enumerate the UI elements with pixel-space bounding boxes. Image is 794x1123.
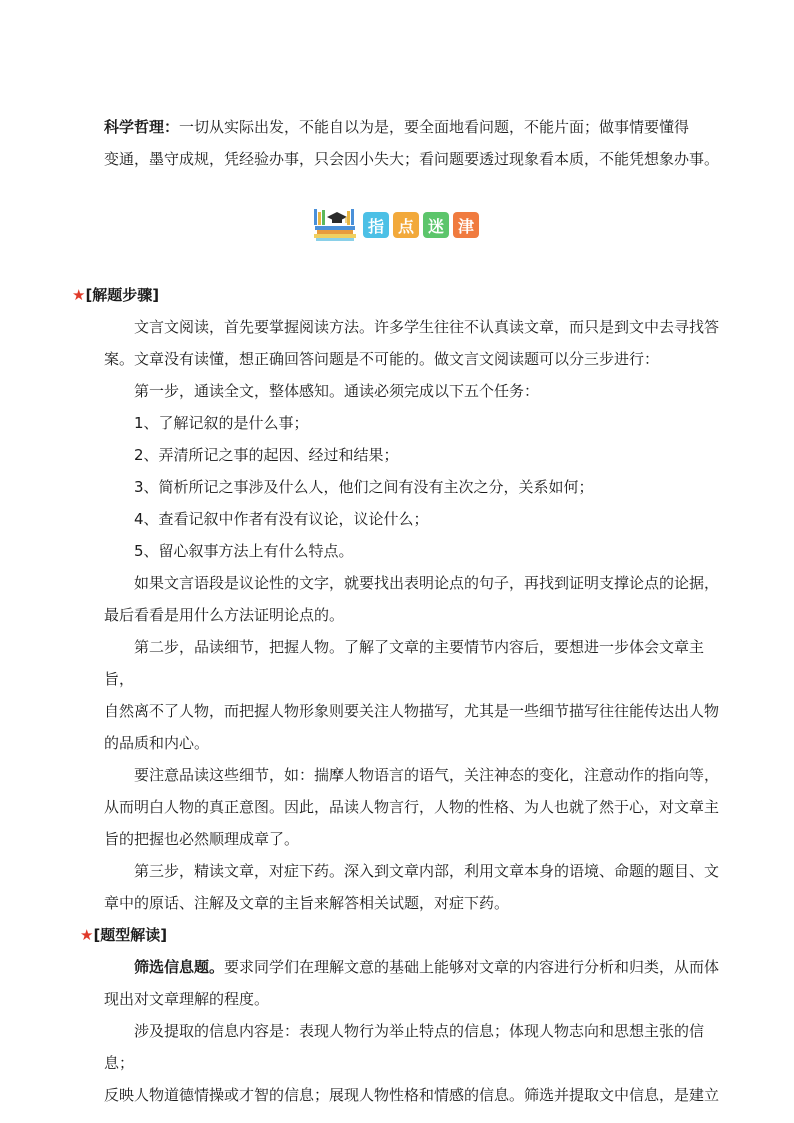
- guidance-char: 迷: [423, 212, 449, 238]
- step1-paragraph: [104, 375, 720, 407]
- task-item: [104, 535, 720, 567]
- text-line: 最后看看是用什么方法证明论点的。: [104, 606, 345, 624]
- text-line: 第一步，通读全文，整体感知。通读必须完成以下五个任务：: [134, 382, 540, 400]
- text-line: 现出对文章理解的程度。: [104, 990, 270, 1008]
- text-line: 如果文言语段是议论性的文字，就要找出表明论点的句子，再找到证明支撑论点的论据，: [134, 574, 720, 592]
- argument-paragraph: [104, 567, 720, 631]
- text-line: 第二步，品读细节，把握人物。了解了文章的主要情节内容后，要想进一步体会文章主旨，: [104, 638, 705, 688]
- task-item: [104, 471, 720, 503]
- guidance-char: 点: [393, 212, 419, 238]
- step3-paragraph: [104, 855, 720, 919]
- step2-paragraph: [104, 631, 720, 759]
- text-line: 章中的原话、注解及文章的主旨来解答相关试题，对症下药。: [104, 894, 510, 912]
- guidance-banner: [104, 199, 720, 279]
- text-line: 涉及提取的信息内容是：表现人物行为举止特点的信息；体现人物志向和思想主张的信息；: [104, 1022, 705, 1072]
- star-icon: ★: [72, 286, 86, 304]
- books-graduation-icon: [311, 207, 359, 243]
- task-text: 1、了解记叙的是什么事；: [134, 414, 309, 432]
- detail-paragraph: [104, 759, 720, 855]
- science-line2: 变通，墨守成规，凭经验办事，只会因小失大；看问题要透过现象看本质，不能凭想象办事。: [104, 150, 720, 168]
- task-text: 4、查看记叙中作者有没有议论，议论什么；: [134, 510, 429, 528]
- bold-lead: 筛选信息题。: [134, 958, 225, 976]
- intro-paragraph: [104, 311, 720, 375]
- text-line: 案。文章没有读懂，想正确回答问题是不可能的。做文言文阅读题可以分三步进行：: [104, 350, 660, 368]
- text-line: 第三步，精读文章，对症下药。深入到文章内部，利用文章本身的语境、命题的题目、文: [134, 862, 720, 880]
- science-philosophy-paragraph: [104, 111, 720, 175]
- guidance-badge: [311, 207, 479, 243]
- text-line: 要注意品读这些细节，如：揣摩人物语言的语气，关注神态的变化，注意动作的指向等，: [134, 766, 720, 784]
- page-content: [72, 96, 720, 1111]
- science-lead: 科学哲理：: [104, 118, 180, 136]
- text-line: 要求同学们在理解文意的基础上能够对文章的内容进行分析和归类，从而体: [224, 958, 720, 976]
- guidance-char: 指: [363, 212, 389, 238]
- guidance-title: [363, 212, 479, 238]
- task-item: [104, 407, 720, 439]
- text-line: 的品质和内心。: [104, 734, 210, 752]
- filter-info-paragraph: [104, 951, 720, 1015]
- guidance-char: 津: [453, 212, 479, 238]
- text-line: 旨的把握也必然顺理成章了。: [104, 830, 300, 848]
- task-text: 2、弄清所记之事的起因、经过和结果；: [134, 446, 399, 464]
- text-line: 文言文阅读，首先要掌握阅读方法。许多学生往往不认真读文章，而只是到文中去寻找答: [134, 318, 720, 336]
- task-text: 5、留心叙事方法上有什么特点。: [134, 542, 354, 560]
- info-types-paragraph: [104, 1015, 720, 1111]
- task-item: [104, 439, 720, 471]
- text-line: 自然离不了人物，而把握人物形象则要关注人物描写，尤其是一些细节描写往往能传达出人物: [104, 702, 720, 720]
- task-text: 3、简析所记之事涉及什么人，他们之间有没有主次之分，关系如何；: [134, 478, 594, 496]
- section-title: [题型解读]: [93, 926, 168, 944]
- text-line: 从而明白人物的真正意图。因此，品读人物言行，人物的性格、为人也就了然于心，对文章主: [104, 798, 720, 816]
- task-item: [104, 503, 720, 535]
- science-line1: 一切从实际出发，不能自以为是，要全面地看问题，不能片面；做事情要懂得: [179, 118, 690, 136]
- star-icon: ★: [80, 926, 94, 944]
- section-heading-question-types: [80, 919, 696, 951]
- section-heading-solving-steps: [72, 279, 688, 311]
- section-title: [解题步骤]: [85, 286, 160, 304]
- text-line: 反映人物道德情操或才智的信息；展现人物性格和情感的信息。筛选并提取文中信息，是建立: [104, 1086, 720, 1104]
